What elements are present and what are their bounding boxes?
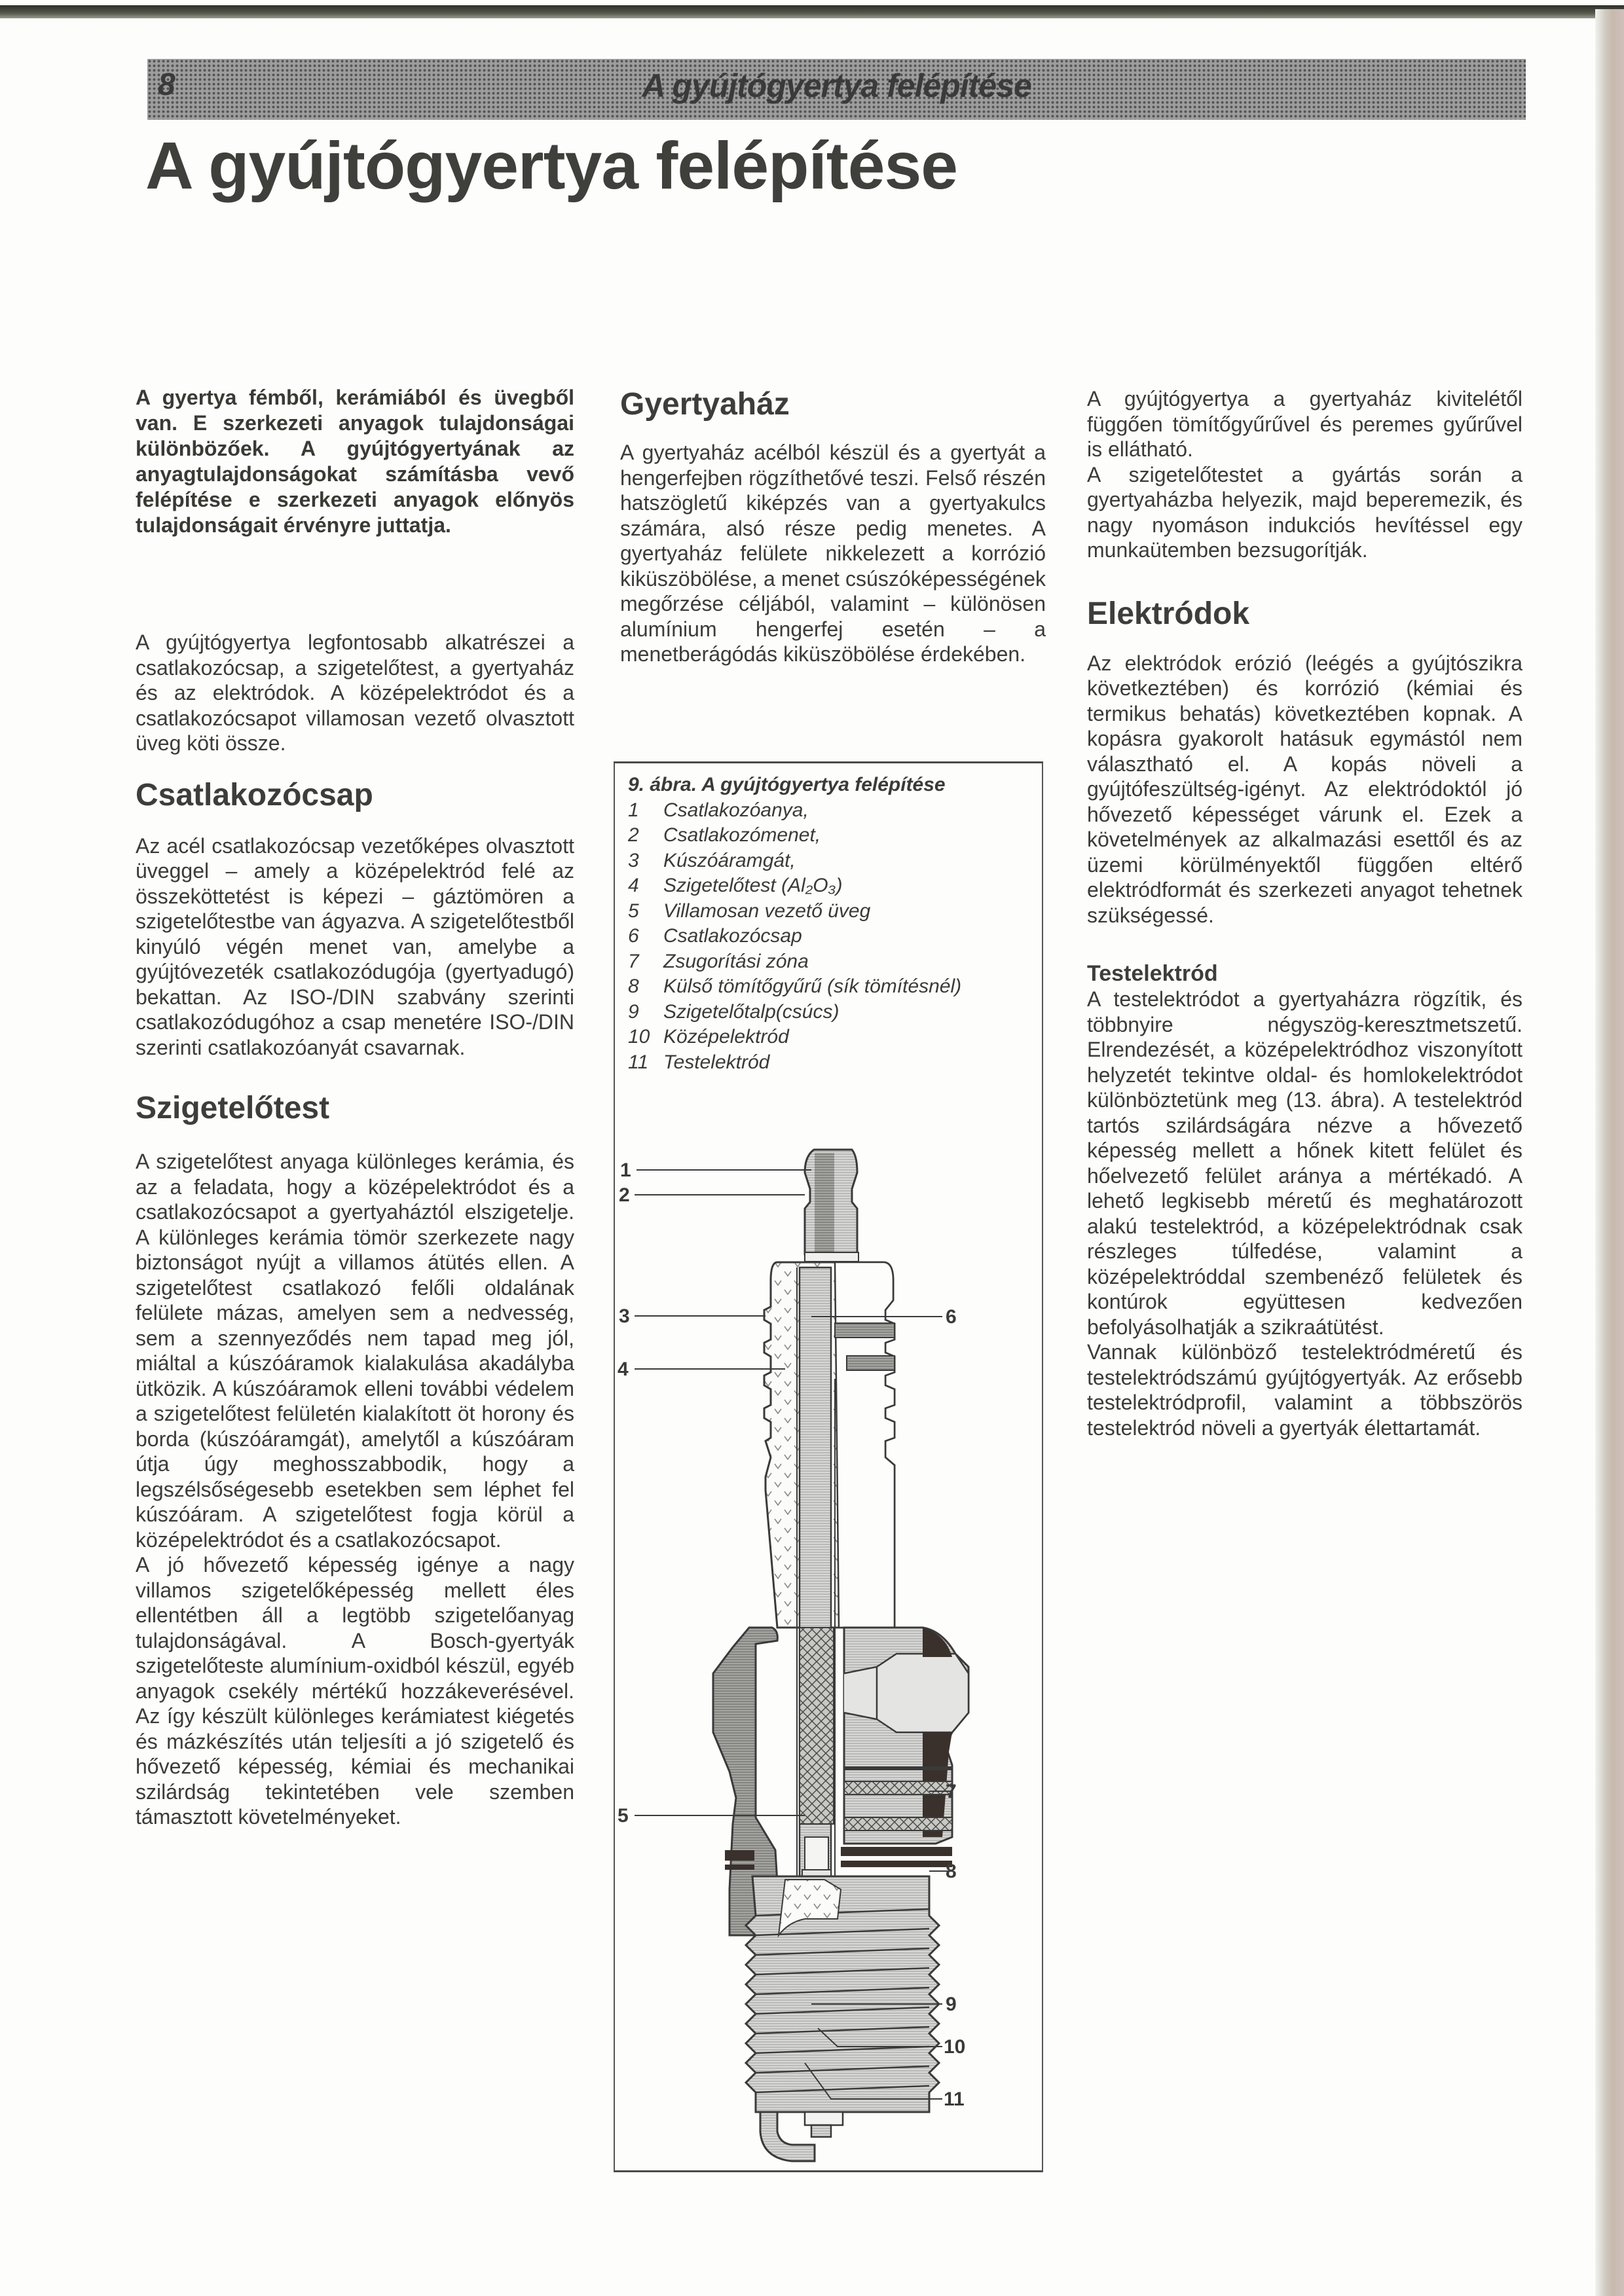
figure-title: 9. ábra. A gyújtógyertya felépítése (628, 774, 946, 795)
insulator-tip (805, 2112, 843, 2125)
legend-item: 7 Zsugorítási zóna (628, 950, 809, 972)
legend-item: 5 Villamosan vezető üveg (628, 900, 871, 922)
threaded-shell (746, 1876, 939, 2112)
legend-item: 10 Középelektród (628, 1026, 789, 1048)
terminal-nut (805, 1150, 858, 1262)
callout-6: 6 (946, 1306, 957, 1328)
page-title: A gyújtógyertya felépítése (145, 128, 957, 203)
legend-item: 11 Testelektród (628, 1051, 770, 1073)
spark-plug-diagram (615, 763, 1044, 2174)
page-edge-shadow (1595, 9, 1624, 2296)
col3-intro-paragraph-1: A gyújtógyertya a gyertyaház kivitelétől függően tömítőgyűrűvel és peremes gyűrűvel is ellátható. (1087, 387, 1522, 461)
figure-9-box (614, 761, 1043, 2172)
section-heading-csatlakozocsap: Csatlakozócsap (136, 777, 373, 812)
elektrodok-paragraph: Az elektródok erózió (leégés a gyújtószikra következtében) és korrózió (kémiai és termikus behatás) következtében kopnak. A kopásra gyakorolt hatásuk egymástól nem választható el. A kopás növeli a gyújtófeszültség-igényt. Az elektródoktól jó hővezető képességet várunk el. Ezek a követelmények az alkalmazási esettől és az üzemi körülményektől függően eltérő elektródformát és szerkezeti anyagot tehetnek szükségessé. (1087, 651, 1522, 927)
column-2 (620, 386, 1046, 667)
legend-item: 2 Csatlakozómenet, (628, 824, 821, 846)
callout-5: 5 (618, 1805, 629, 1827)
legend-item: 4 Szigetelőtest (Al₂O₃) (628, 875, 843, 896)
lead-paragraph: A gyertya fémből, kerámiából és üvegből van. E szerkezeti anyagok tulajdonságai különbözőek. A gyújtógyertyának az anyagtulajdonságokat számításba vevő felépítése e szerkezeti anyagok előnyös tulajdonságait érvényre juttatja. (136, 386, 574, 537)
testelektrod-paragraph-1: A testelektródot a gyertyaházra rögzítik, és többnyire négyszög-keresztmetszetű. Elrendezését, a középelektródhoz viszonyított helyzetét tekintve oldal- és homlokelektródot különböztetünk meg (13. ábra). A testelektród tartós szilárdságára nézve a hővezető képesség mellett a hőnek kitett felület és hőelvezető felület aránya a mértékadó. A lehető legkisebb méretű és meghatározott alakú testelektród, a középelektródnak csak részleges túlfedése, valamint a középelektróddal szembenéző felületek és kontúrok együttesen kedvezően befolyásolhatják a szikraátütést. (1087, 987, 1522, 1339)
szigetelotest-paragraph-2: A jó hővezető képesség igénye a nagy villamos szigetelőképesség mellett éles ellentétben áll a legtöbb szigetelőanyag tulajdonságával. A Bosch-gyertyák szigetelőteste alumínium-oxidból készül, egyéb anyagok csekély mértékű hozzákeverésével. Az így készült különleges kerámiatest kiégetés és mázkészítés után teljesíti a jó szigetelő és hővezető képesség, kémiai és mechanikai szilárdság tekintetében vele szemben támasztott követelményeket. (136, 1553, 574, 1829)
callout-9: 9 (946, 1994, 957, 2015)
callout-7: 7 (946, 1781, 957, 1802)
callout-2: 2 (619, 1184, 630, 1206)
subheading-testelektrod: Testelektród (1087, 961, 1218, 986)
col3-intro-paragraph-2: A szigetelőtestet a gyártás során a gyertyaházba helyezik, majd beperemezik, és nagy nyomáson indukciós hevítéssel egy munkaütemben bezsugorítják. (1087, 462, 1522, 562)
section-heading-szigetelotest: Szigetelőtest (136, 1091, 330, 1125)
running-header (147, 59, 1526, 120)
column-3 (1087, 386, 1522, 1440)
szigetelotest-paragraph-1: A szigetelőtest anyaga különleges kerámia, és az a feladata, hogy a középelektródot és a csatlakozócsapot a gyertyaháztól elszigetelje. A különleges kerámia tömör szerkezete nagy biztonságot nyújt a villamos átütés ellen. A szigetelőtest csatlakozó felőli oldalának felülete mázas, amelyen sem a nedvesség, sem a szennyeződés nem tapad meg jól, miáltal a kúszóáramok kialakulása akadályba ütközik. A kúszóáramok elleni további védelem a szigetelőtest felületén kialakított öt horony és borda (kúszóáramgát), amelytől a kúszóáram útja úgy meghosszabbodik, hogy a legszélsőségesebb esetekben sem léphet fel kúszóáram. A szigetelőtest fogja körül a középelektródot és a csatlakozócsapot. (136, 1150, 574, 1552)
callout-4: 4 (618, 1358, 629, 1380)
glass-seal (800, 1628, 834, 1824)
legend-item: 9 Szigetelőtalp(csúcs) (628, 1000, 840, 1023)
csatlakozocsap-paragraph: Az acél csatlakozócsap vezetőképes olvasztott üveggel – amely a középelektród felé az összeköttetést is képezi – gáztömören a szigetelőtestbe van ágyazva. A szigetelőtestből kinyúló végén menet van, amelybe a gyújtóvezeték csatlakozódugója (gyertyadugó) bekattan. Az ISO-/DIN szabvány szerinti csatlakozódugóhoz a csap menetére ISO-/DIN szerinti csatlakozóanyát csavarnak. (136, 833, 574, 1059)
callout-11: 11 (944, 2088, 965, 2110)
running-title: A gyújtógyertya felépítése (642, 67, 1031, 104)
gyertyahaz-paragraph: A gyertyaház acélból készül és a gyertyát a hengerfejben rögzíthetővé teszi. Felső részén hatszögletű kiképzés van a gyertyakulcs számára, alsó része pedig menetes. A gyertyaház felülete nikkelezett a korrózió kiküszöbölése, a menet csúszóképességének megőrzése céljából, valamint – különösen alumínium hengerfej esetén – a menetberágódás kiküszöbölése érdekében. (620, 441, 1046, 666)
scan-top-edge (0, 5, 1624, 18)
section-heading-gyertyahaz: Gyertyaház (620, 387, 790, 422)
callout-1: 1 (620, 1159, 631, 1181)
callout-3: 3 (619, 1305, 630, 1327)
section-heading-elektrodok: Elektródok (1087, 596, 1250, 631)
testelektrod-paragraph-2: Vannak különböző testelektródméretű és testelektródszámú gyújtógyertyák. Az erősebb testelektródprofil, valamint a többszörös testelektród növeli a gyertyák élettartamát. (1087, 1340, 1522, 1440)
legend-item: 6 Csatlakozócsap (628, 925, 802, 947)
legend-item: 3 Kúszóáramgát, (628, 849, 796, 871)
intro-paragraph: A gyújtógyertya legfontosabb alkatrészei a csatlakozócsap, a szigetelőtest, a gyertyaház és az elektródok. A középelektródot és a csatlakozócsapot villamosan vezető olvasztott üveg köti össze. (136, 630, 574, 755)
page-number: 8 (158, 67, 175, 102)
callout-8: 8 (946, 1861, 957, 1882)
callout-10: 10 (944, 2036, 966, 2058)
legend-item: 8 Külső tömítőgyűrű (sík tömítésnél) (628, 975, 962, 997)
center-electrode-tip (811, 2125, 831, 2137)
shell-hex (844, 1628, 969, 1844)
legend-item: 1 Csatlakozóanya, (628, 799, 809, 821)
column-1 (136, 385, 574, 1830)
